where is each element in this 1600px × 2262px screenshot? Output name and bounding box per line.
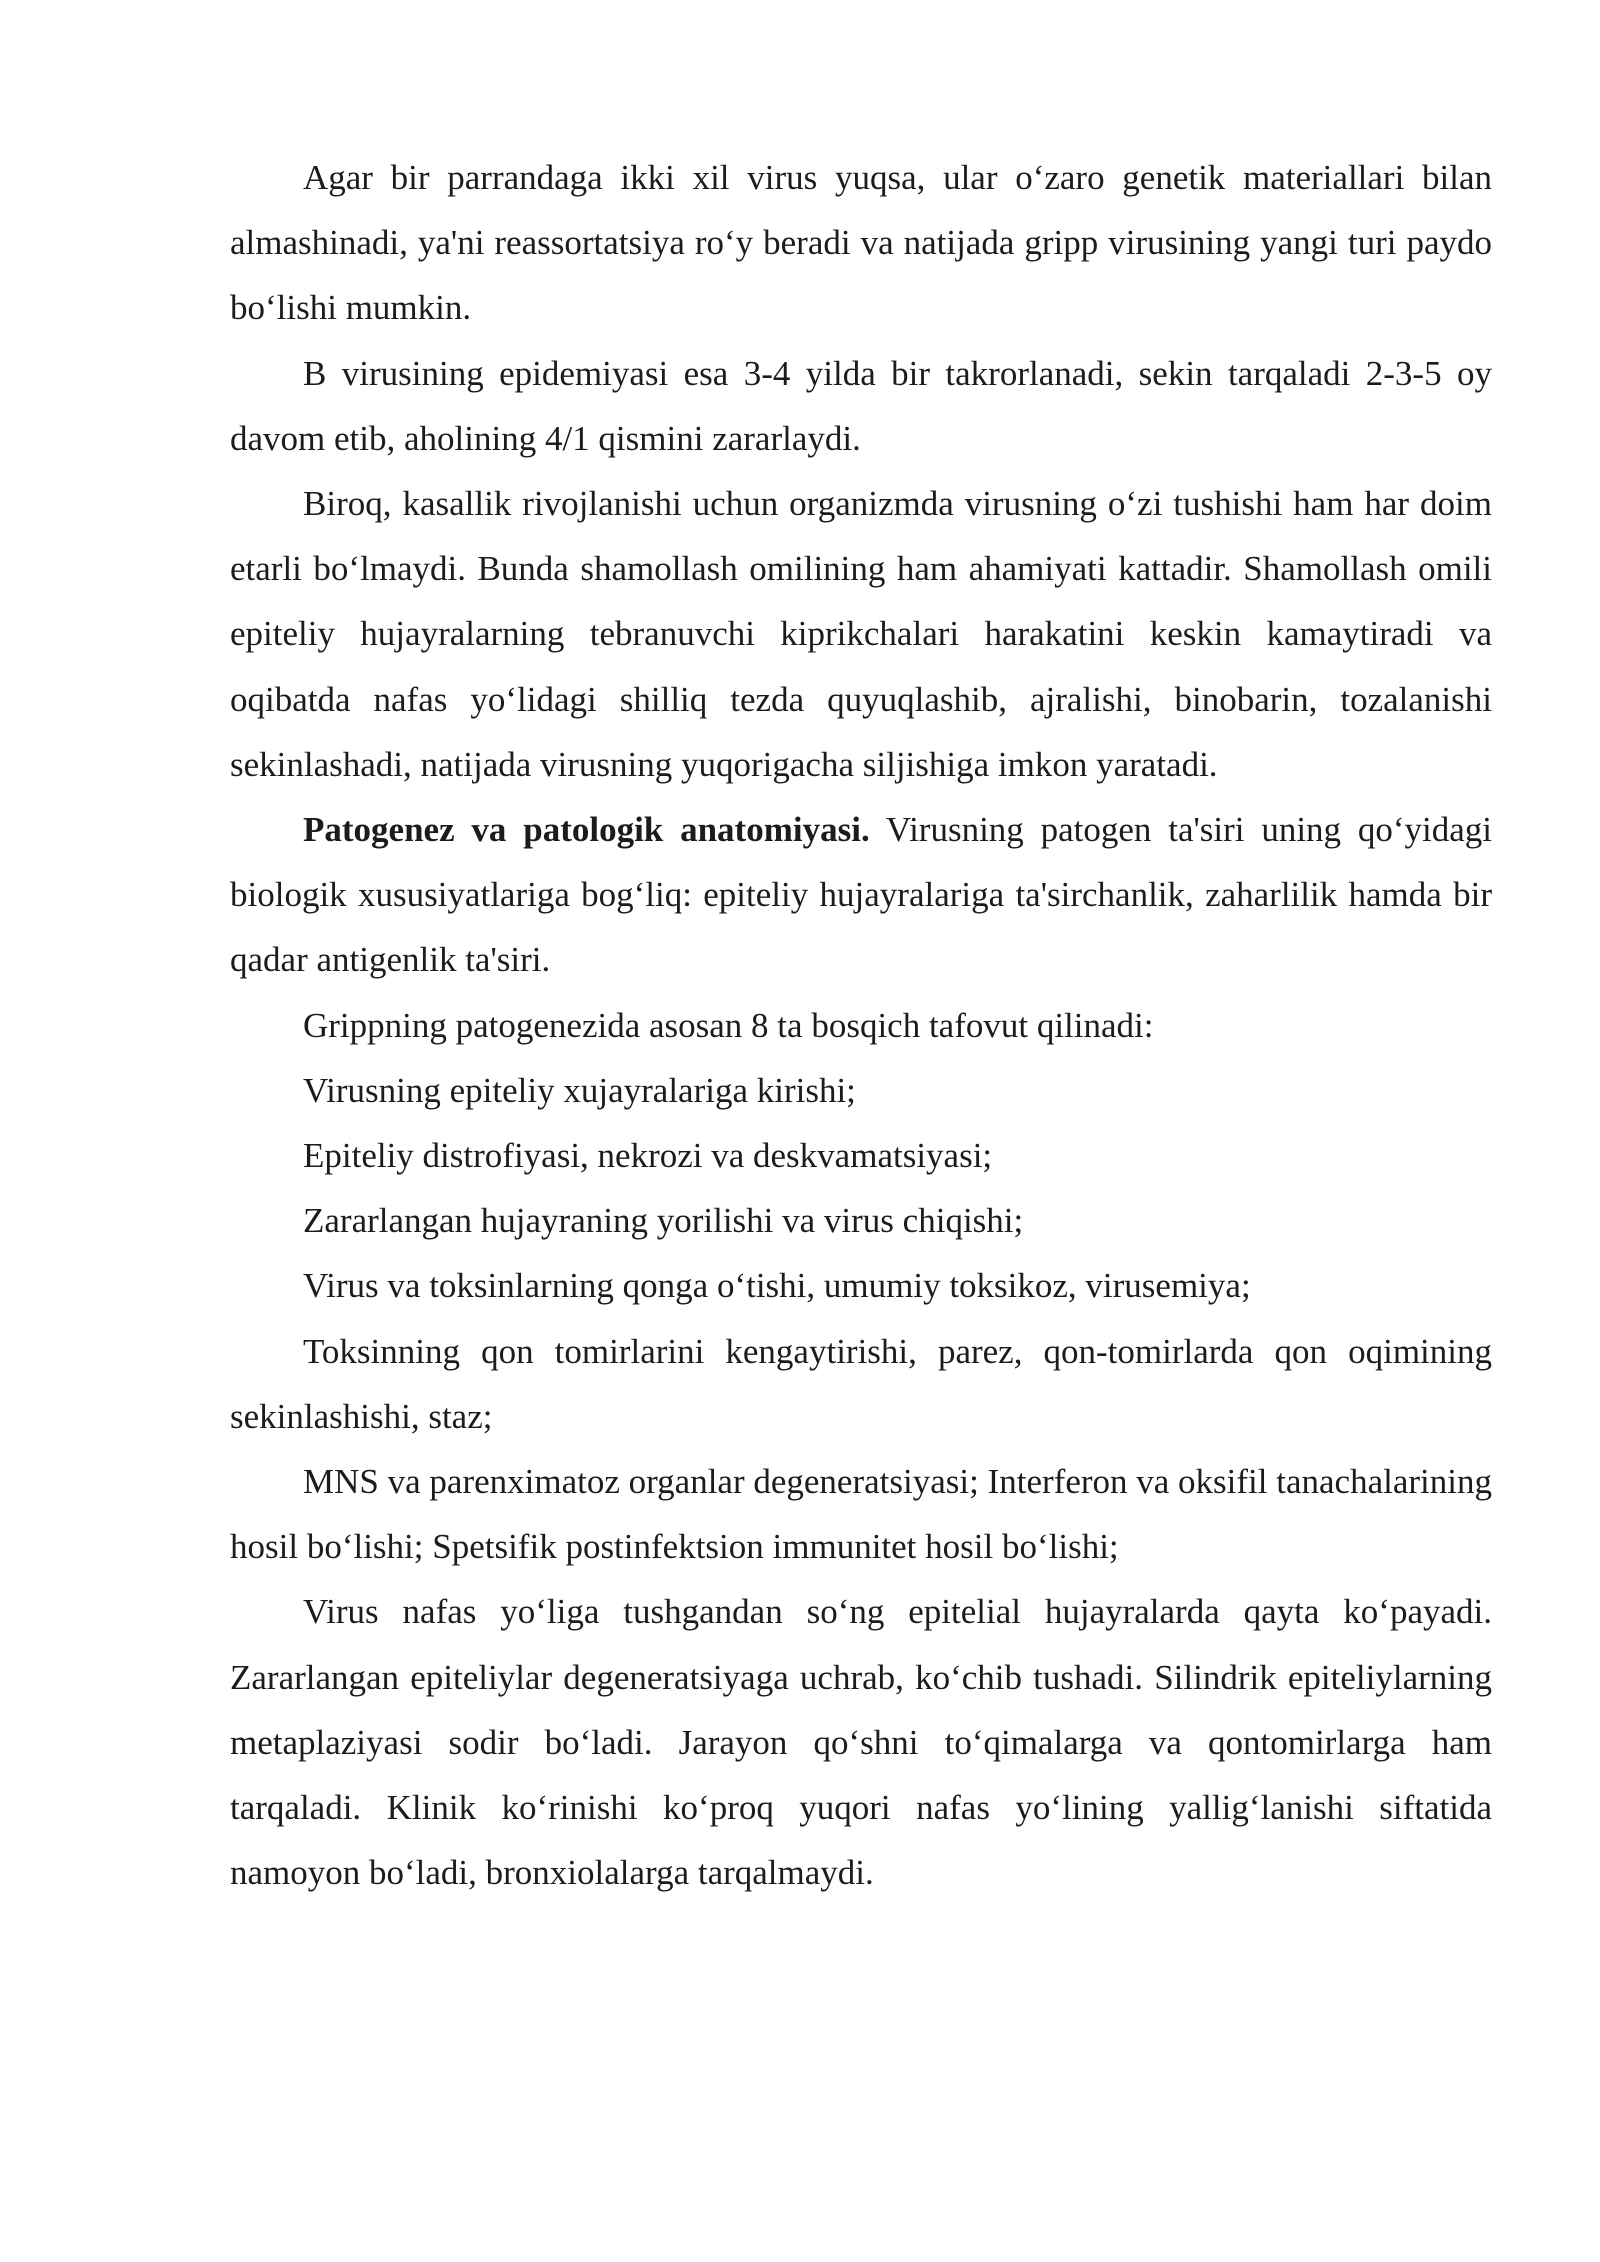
list-item-stage: Virus va toksinlarning qonga oʻtishi, umumiy toksikoz, virusemiya; xyxy=(303,1266,1251,1306)
paragraph-stages-intro: Grippning patogenezida asosan 8 ta bosqich tafovut qilinadi: xyxy=(303,1005,1154,1045)
list-item-stage: Toksinning qon tomirlarini kengaytirishi, parez, qon-tomirlarda qon oqimining sekinlashishi, staz; xyxy=(230,1331,1492,1436)
document-page xyxy=(230,145,1492,1905)
paragraph-b-virus-epidemic: B virusining epidemiyasi esa 3-4 yilda bir takrorlanadi, sekin tarqaladi 2-3-5 oy davom etib, aholining 4/1 qismini zararlaydi. xyxy=(230,353,1492,458)
paragraph-cooling-factor: Biroq, kasallik rivojlanishi uchun organizmda virusning oʻzi tushishi ham har doim etarli boʻlmaydi. Bunda shamollash omilining ham ahamiyati kattadir. Shamollash omili epiteliy hujayralarning tebranuvchi kiprikchalari harakatini keskin kamaytiradi va oqibatda nafas yoʻlidagi shilliq tezda quyuqlashib, ajralishi, binobarin, tozalanishi sekinlashadi, natijada virusning yuqorigacha siljishiga imkon yaratadi. xyxy=(230,484,1492,784)
list-item-stage: MNS va parenximatoz organlar degeneratsiyasi; Interferon va oksifil tanachalarining hosil boʻlishi; Spetsifik postinfektsion immunitet hosil boʻlishi; xyxy=(230,1462,1492,1567)
list-item-stage: Virusning epiteliy xujayralariga kirishi; xyxy=(303,1070,856,1110)
paragraph-reassortment: Agar bir parrandaga ikki xil virus yuqsa, ular oʻzaro genetik materiallari bilan almashinadi, ya'ni reassortatsiya roʻy beradi va natijada gripp virusining yangi turi paydo boʻlishi mumkin. xyxy=(230,158,1492,328)
paragraph-virus-replication: Virus nafas yoʻliga tushgandan soʻng epitelial hujayralarda qayta koʻpayadi. Zararlangan epiteliylar degeneratsiyaga uchrab, koʻchib tushadi. Silindrik epiteliylarning metaplaziyasi sodir boʻladi. Jarayon qoʻshni toʻqimalarga va qontomirlarga ham tarqaladi. Klinik koʻrinishi koʻproq yuqori nafas yoʻlining yalligʻlanishi siftatida namoyon boʻladi, bronxiolalarga tarqalmaydi. xyxy=(230,1592,1492,1893)
list-item-stage: Zararlangan hujayraning yorilishi va virus chiqishi; xyxy=(303,1201,1024,1241)
paragraph-pathogenesis xyxy=(230,797,1492,993)
section-heading-pathogenesis: Patogenez va patologik anatomiyasi. xyxy=(303,810,870,850)
list-item-stage: Epiteliy distrofiyasi, nekrozi va deskvamatsiyasi; xyxy=(303,1136,993,1176)
paragraph-pathogenesis-text: Virusning patogen ta'siri uning qoʻyidagi biologik xususiyatlariga bogʻliq: epiteliy hujayralariga ta'sirchanlik, zaharlilik hamda bir qadar antigenlik ta'siri. xyxy=(230,810,1493,980)
